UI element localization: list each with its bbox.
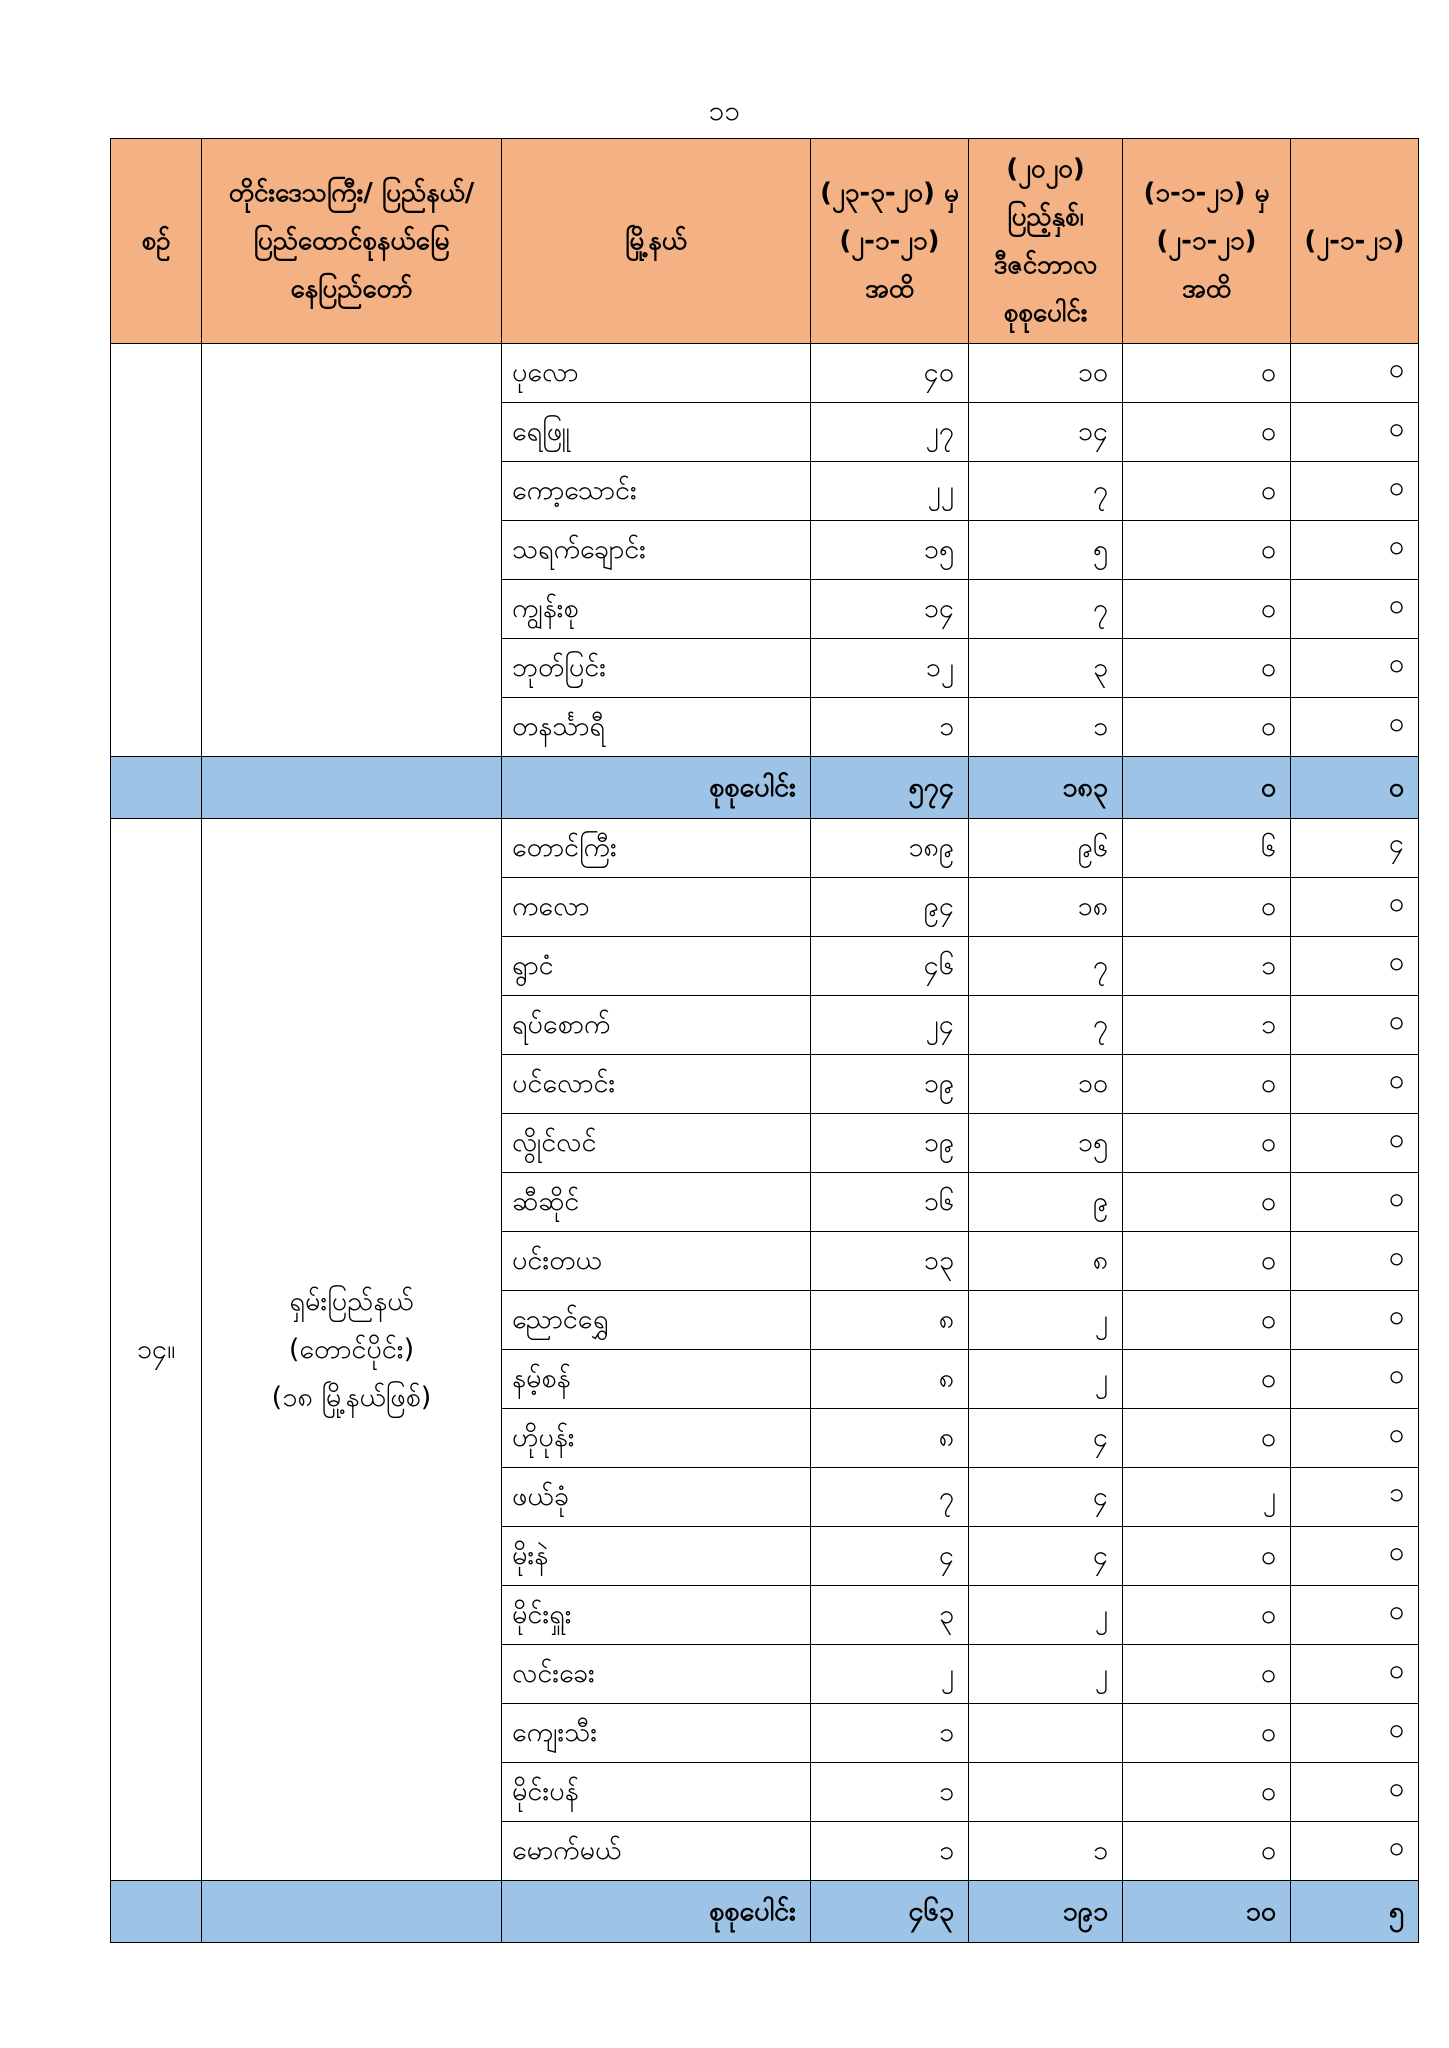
township-cell: ရေဖြူ bbox=[502, 403, 811, 462]
col2-cell: ၁ bbox=[969, 1822, 1123, 1881]
col1-cell: ၁၄ bbox=[811, 580, 969, 639]
col2-cell: ၂ bbox=[969, 1291, 1123, 1350]
col3-cell: ၀ bbox=[1123, 344, 1291, 403]
col4-cell: ၀ bbox=[1291, 1704, 1419, 1763]
total-col2: ၁၉၁ bbox=[969, 1881, 1123, 1943]
col4-cell: ၁ bbox=[1291, 1468, 1419, 1527]
table-row bbox=[111, 344, 1419, 403]
data-table bbox=[110, 138, 1419, 1943]
township-cell: ဖယ်ခုံ bbox=[502, 1468, 811, 1527]
total-col4: ၀ bbox=[1291, 757, 1419, 819]
total-col3: ၀ bbox=[1123, 757, 1291, 819]
col3-cell: ၀ bbox=[1123, 462, 1291, 521]
col1-cell: ၁၃ bbox=[811, 1232, 969, 1291]
col3-cell: ၁ bbox=[1123, 937, 1291, 996]
col2-cell bbox=[969, 1704, 1123, 1763]
total-region-cell bbox=[202, 757, 502, 819]
header-col3: (၁-၁-၂၁) မှ (၂-၁-၂၁) အထိ bbox=[1123, 139, 1291, 344]
serial-cell bbox=[111, 344, 202, 757]
col1-cell: ၈ bbox=[811, 1350, 969, 1409]
col4-cell: ၀ bbox=[1291, 1055, 1419, 1114]
col4-cell: ၀ bbox=[1291, 1763, 1419, 1822]
col2-cell: ၇ bbox=[969, 937, 1123, 996]
col1-cell: ၉၄ bbox=[811, 878, 969, 937]
col2-cell: ၇ bbox=[969, 580, 1123, 639]
col2-cell: ၁ bbox=[969, 698, 1123, 757]
township-cell: မောက်မယ် bbox=[502, 1822, 811, 1881]
col4-cell: ၀ bbox=[1291, 462, 1419, 521]
col3-cell: ၀ bbox=[1123, 1409, 1291, 1468]
col1-cell: ၂၂ bbox=[811, 462, 969, 521]
township-cell: လင်းခေး bbox=[502, 1645, 811, 1704]
total-row bbox=[111, 757, 1419, 819]
total-col4: ၅ bbox=[1291, 1881, 1419, 1943]
col3-cell: ၀ bbox=[1123, 580, 1291, 639]
total-region-cell bbox=[202, 1881, 502, 1943]
col1-cell: ၁၉ bbox=[811, 1114, 969, 1173]
col4-cell: ၀ bbox=[1291, 1232, 1419, 1291]
township-cell: ရပ်စောက် bbox=[502, 996, 811, 1055]
col2-cell: ၄ bbox=[969, 1527, 1123, 1586]
col3-cell: ၀ bbox=[1123, 1173, 1291, 1232]
col2-cell: ၁၅ bbox=[969, 1114, 1123, 1173]
col3-cell: ၀ bbox=[1123, 1704, 1291, 1763]
township-cell: တနင်္သာရီ bbox=[502, 698, 811, 757]
col1-cell: ၄၀ bbox=[811, 344, 969, 403]
total-label: စုစုပေါင်း bbox=[502, 757, 811, 819]
col1-cell: ၄ bbox=[811, 1527, 969, 1586]
col4-cell: ၀ bbox=[1291, 878, 1419, 937]
township-cell: ပင်းတယ bbox=[502, 1232, 811, 1291]
col1-cell: ၁ bbox=[811, 1704, 969, 1763]
col1-cell: ၁ bbox=[811, 1763, 969, 1822]
col4-cell: ၀ bbox=[1291, 1822, 1419, 1881]
col2-cell: ၂ bbox=[969, 1645, 1123, 1704]
col2-cell: ၃ bbox=[969, 639, 1123, 698]
col2-cell: ၇ bbox=[969, 462, 1123, 521]
col3-cell: ၀ bbox=[1123, 639, 1291, 698]
col4-cell: ၀ bbox=[1291, 937, 1419, 996]
header-col4: (၂-၁-၂၁) bbox=[1291, 139, 1419, 344]
total-label: စုစုပေါင်း bbox=[502, 1881, 811, 1943]
col3-cell: ၀ bbox=[1123, 1114, 1291, 1173]
col3-cell: ၀ bbox=[1123, 1527, 1291, 1586]
col2-cell: ၇ bbox=[969, 996, 1123, 1055]
township-cell: လွိုင်လင် bbox=[502, 1114, 811, 1173]
col4-cell: ၀ bbox=[1291, 1291, 1419, 1350]
total-serial-cell bbox=[111, 1881, 202, 1943]
col2-cell: ၉ bbox=[969, 1173, 1123, 1232]
col3-cell: ၀ bbox=[1123, 1645, 1291, 1704]
col2-cell: ၁၈ bbox=[969, 878, 1123, 937]
col4-cell: ၀ bbox=[1291, 1527, 1419, 1586]
total-col1: ၄၆၃ bbox=[811, 1881, 969, 1943]
col3-cell: ၀ bbox=[1123, 878, 1291, 937]
col1-cell: ၃ bbox=[811, 1586, 969, 1645]
col4-cell: ၀ bbox=[1291, 1645, 1419, 1704]
township-cell: မိုင်းပန် bbox=[502, 1763, 811, 1822]
township-cell: မိုင်းရှူး bbox=[502, 1586, 811, 1645]
col3-cell: ၀ bbox=[1123, 521, 1291, 580]
township-cell: ညောင်ရွှေ bbox=[502, 1291, 811, 1350]
col2-cell: ၂ bbox=[969, 1586, 1123, 1645]
col1-cell: ၁ bbox=[811, 1822, 969, 1881]
col1-cell: ၈ bbox=[811, 1291, 969, 1350]
col1-cell: ၁၉ bbox=[811, 1055, 969, 1114]
col1-cell: ၂ bbox=[811, 1645, 969, 1704]
col1-cell: ၁၆ bbox=[811, 1173, 969, 1232]
col2-cell: ၁၀ bbox=[969, 344, 1123, 403]
township-cell: ကျွန်းစု bbox=[502, 580, 811, 639]
header-col1: (၂၃-၃-၂၀) မှ (၂-၁-၂၁) အထိ bbox=[811, 139, 969, 344]
col2-cell bbox=[969, 1763, 1123, 1822]
township-cell: နမ့်စန် bbox=[502, 1350, 811, 1409]
header-township: မြို့နယ် bbox=[502, 139, 811, 344]
col3-cell: ၀ bbox=[1123, 1350, 1291, 1409]
col1-cell: ၂၇ bbox=[811, 403, 969, 462]
col4-cell: ၀ bbox=[1291, 403, 1419, 462]
col4-cell: ၀ bbox=[1291, 639, 1419, 698]
header-serial: စဉ် bbox=[111, 139, 202, 344]
total-row bbox=[111, 1881, 1419, 1943]
township-cell: သရက်ချောင်း bbox=[502, 521, 811, 580]
col2-cell: ၁၄ bbox=[969, 403, 1123, 462]
township-cell: တောင်ကြီး bbox=[502, 819, 811, 878]
total-col1: ၅၇၄ bbox=[811, 757, 969, 819]
col4-cell: ၀ bbox=[1291, 996, 1419, 1055]
col2-cell: ၅ bbox=[969, 521, 1123, 580]
township-cell: ဆီဆိုင် bbox=[502, 1173, 811, 1232]
col2-cell: ၄ bbox=[969, 1468, 1123, 1527]
township-cell: ဟိုပုန်း bbox=[502, 1409, 811, 1468]
township-cell: ရွာငံ bbox=[502, 937, 811, 996]
header-col2: (၂၀၂၀) ပြည့်နှစ်၊ ဒီဇင်ဘာလ စုစုပေါင်း bbox=[969, 139, 1123, 344]
township-cell: ပုလော bbox=[502, 344, 811, 403]
township-cell: ကော့သောင်း bbox=[502, 462, 811, 521]
township-cell: ပင်လောင်း bbox=[502, 1055, 811, 1114]
col2-cell: ၄ bbox=[969, 1409, 1123, 1468]
col3-cell: ၁ bbox=[1123, 996, 1291, 1055]
col1-cell: ၈ bbox=[811, 1409, 969, 1468]
col4-cell: ၀ bbox=[1291, 1409, 1419, 1468]
col3-cell: ၀ bbox=[1123, 403, 1291, 462]
serial-cell: ၁၄။ bbox=[111, 819, 202, 1881]
col1-cell: ၁၂ bbox=[811, 639, 969, 698]
col4-cell: ၀ bbox=[1291, 521, 1419, 580]
col4-cell: ၀ bbox=[1291, 1586, 1419, 1645]
col4-cell: ၀ bbox=[1291, 698, 1419, 757]
col3-cell: ၀ bbox=[1123, 1822, 1291, 1881]
total-serial-cell bbox=[111, 757, 202, 819]
township-cell: ကျေးသီး bbox=[502, 1704, 811, 1763]
header-region: တိုင်းဒေသကြီး/ ပြည်နယ်/ ပြည်ထောင်စုနယ်မြေ နေပြည်တော် bbox=[202, 139, 502, 344]
col4-cell: ၄ bbox=[1291, 819, 1419, 878]
township-cell: မိုးနဲ bbox=[502, 1527, 811, 1586]
col3-cell: ၀ bbox=[1123, 1055, 1291, 1114]
col2-cell: ၈ bbox=[969, 1232, 1123, 1291]
col3-cell: ၀ bbox=[1123, 1232, 1291, 1291]
col3-cell: ၀ bbox=[1123, 1291, 1291, 1350]
col3-cell: ၀ bbox=[1123, 698, 1291, 757]
col2-cell: ၉၆ bbox=[969, 819, 1123, 878]
table-row bbox=[111, 819, 1419, 878]
col4-cell: ၀ bbox=[1291, 1114, 1419, 1173]
township-cell: ကလော bbox=[502, 878, 811, 937]
col4-cell: ၀ bbox=[1291, 1173, 1419, 1232]
col1-cell: ၄၆ bbox=[811, 937, 969, 996]
region-line: (တောင်ပိုင်း) bbox=[288, 1333, 415, 1365]
col3-cell: ၆ bbox=[1123, 819, 1291, 878]
total-col3: ၁၀ bbox=[1123, 1881, 1291, 1943]
region-line: ရှမ်းပြည်နယ် bbox=[289, 1285, 414, 1317]
col4-cell: ၀ bbox=[1291, 1350, 1419, 1409]
col1-cell: ၁၈၉ bbox=[811, 819, 969, 878]
col1-cell: ၁ bbox=[811, 698, 969, 757]
total-col2: ၁၈၃ bbox=[969, 757, 1123, 819]
col3-cell: ၀ bbox=[1123, 1586, 1291, 1645]
header-row bbox=[111, 139, 1419, 344]
township-cell: ဘုတ်ပြင်း bbox=[502, 639, 811, 698]
col4-cell: ၀ bbox=[1291, 580, 1419, 639]
col2-cell: ၁၀ bbox=[969, 1055, 1123, 1114]
region-cell bbox=[202, 344, 502, 757]
region-line: (၁၈ မြို့နယ်ဖြစ်) bbox=[271, 1381, 432, 1413]
col1-cell: ၂၄ bbox=[811, 996, 969, 1055]
col1-cell: ၁၅ bbox=[811, 521, 969, 580]
region-cell bbox=[202, 819, 502, 1881]
col4-cell: ၀ bbox=[1291, 344, 1419, 403]
page-number: ၁၁ bbox=[708, 94, 741, 127]
col1-cell: ၇ bbox=[811, 1468, 969, 1527]
col3-cell: ၂ bbox=[1123, 1468, 1291, 1527]
col3-cell: ၀ bbox=[1123, 1763, 1291, 1822]
col2-cell: ၂ bbox=[969, 1350, 1123, 1409]
